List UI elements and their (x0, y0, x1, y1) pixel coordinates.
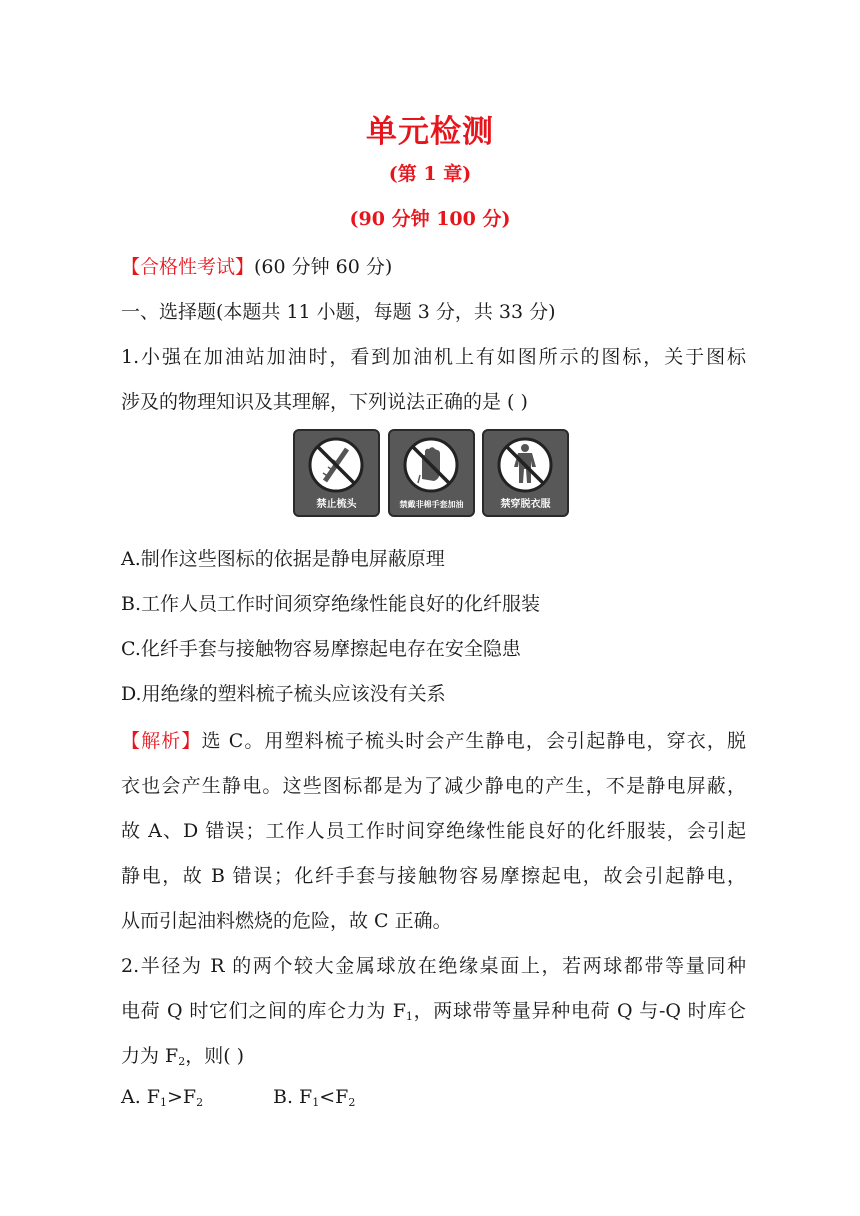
q2-stem-line-1: 2.半径为 R 的两个较大金属球放在绝缘桌面上，若两球都带等量同种 (121, 955, 746, 977)
sign-label: 禁穿脱衣服 (500, 499, 551, 510)
option-text: A. F (121, 1086, 160, 1108)
sign-no-undressing (482, 429, 569, 517)
subscript: 2 (196, 1096, 204, 1109)
analysis-tag: 【解析】 (121, 730, 202, 752)
q2-stem-line-2 (121, 996, 746, 1023)
subscript: 1 (312, 1096, 320, 1109)
q1-option-a: A.制作这些图标的依据是静电屏蔽原理 (121, 548, 445, 570)
option-text: <F (319, 1086, 349, 1108)
subscript: 2 (348, 1096, 356, 1109)
q2-stem-line-3 (121, 1041, 746, 1068)
sign-no-glove (388, 429, 475, 517)
q1-analysis-line-4: 静电，故 B 错误；化纤手套与接触物容易摩擦起电，故会引起静电， (121, 865, 746, 887)
time-score-subtitle: (90 分钟 100 分) (349, 208, 511, 230)
sign-no-combing (293, 429, 380, 517)
section-tag-rest: (60 分钟 60 分) (254, 256, 393, 278)
section-heading (121, 252, 746, 279)
option-text: >F (166, 1086, 197, 1108)
section-tag: 【合格性考试】 (121, 256, 255, 278)
subscript: 1 (159, 1096, 167, 1109)
q2-text: ，两球带等量异种电荷 Q 与-Q 时库仑 (412, 1000, 746, 1022)
q1-stem-line-2: 涉及的物理知识及其理解，下列说法正确的是 ( ) (121, 391, 528, 413)
part-title: 一、选择题(本题共 11 小题，每题 3 分，共 33 分) (121, 301, 556, 323)
page-title: 单元检测 (366, 114, 494, 150)
q1-option-d: D.用绝缘的塑料梳子梳头应该没有关系 (121, 683, 446, 705)
q2-text: 力为 F (121, 1045, 179, 1067)
q1-option-b: B.工作人员工作时间须穿绝缘性能良好的化纤服装 (121, 593, 541, 615)
q1-analysis-line-3: 故 A、D 错误；工作人员工作时间穿绝缘性能良好的化纤服装，会引起 (121, 820, 746, 842)
warning-signs-figure (293, 429, 569, 517)
q1-stem-line-1: 1.小强在加油站加油时，看到加油机上有如图所示的图标，关于图标 (121, 346, 746, 368)
analysis-text: 选 C。用塑料梳子梳头时会产生静电，会引起静电，穿衣，脱 (201, 730, 746, 752)
option-text: B. F (273, 1086, 313, 1108)
chapter-subtitle: (第 1 章) (388, 163, 472, 185)
sign-label: 禁止梳头 (316, 499, 357, 510)
q1-option-c: C.化纤手套与接触物容易摩擦起电存在安全隐患 (121, 638, 521, 660)
q2-text: ，则( ) (185, 1045, 245, 1067)
sign-label: 禁戴非棉手套加油 (399, 500, 464, 509)
q2-option-b (273, 1086, 423, 1109)
q2-option-a (121, 1086, 271, 1109)
subscript: 1 (405, 1010, 413, 1023)
q1-analysis-line-2: 衣也会产生静电。这些图标都是为了减少静电的产生，不是静电屏蔽， (121, 775, 746, 797)
subscript: 2 (178, 1055, 186, 1068)
q2-text: 电荷 Q 时它们之间的库仑力为 F (121, 1000, 406, 1022)
q1-analysis-line-1 (121, 726, 746, 753)
q1-analysis-line-5: 从而引起油料燃烧的危险，故 C 正确。 (121, 910, 452, 932)
